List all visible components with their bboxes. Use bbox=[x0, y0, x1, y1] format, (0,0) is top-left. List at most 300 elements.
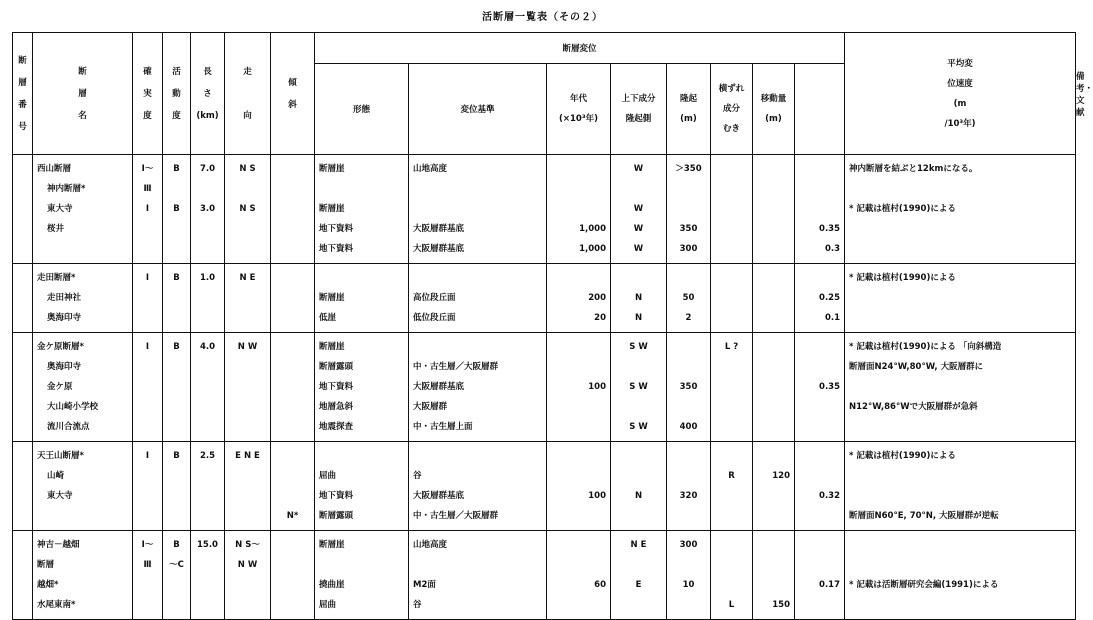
cell-remarks bbox=[845, 333, 1076, 442]
uplift-line: 2 bbox=[685, 313, 692, 323]
header-age: 年代 (×10³年) bbox=[547, 64, 611, 155]
age-line bbox=[547, 268, 606, 288]
table-body bbox=[13, 155, 1076, 620]
cell-length bbox=[191, 264, 225, 333]
basis-line: 大阪層群 bbox=[413, 402, 448, 412]
cell-rate bbox=[795, 442, 845, 531]
names-line: 西山断層 bbox=[37, 164, 72, 174]
rate-line bbox=[795, 337, 840, 357]
updown-line bbox=[611, 268, 666, 288]
uplift-line: 320 bbox=[679, 491, 698, 501]
length-line: 1.0 bbox=[199, 273, 216, 283]
form-line: 断層露頭 bbox=[319, 362, 354, 372]
form-line bbox=[319, 179, 408, 199]
form-line: 屈曲 bbox=[319, 600, 337, 610]
rate-line bbox=[795, 159, 840, 179]
remarks-line: 断層面N60°E, 70°N, 大阪層群が逆転 bbox=[849, 511, 999, 521]
cell-activity bbox=[163, 264, 191, 333]
names-line: 東大寺 bbox=[47, 204, 73, 214]
movement-line bbox=[753, 555, 790, 575]
cell-age bbox=[547, 264, 611, 333]
lateral-line: R bbox=[728, 471, 735, 481]
cell-strike bbox=[225, 155, 271, 264]
rate-line: 0.3 bbox=[824, 244, 841, 254]
length-line: 7.0 bbox=[199, 164, 216, 174]
uplift-line: 400 bbox=[679, 422, 698, 432]
remarks-line: * 記載は植村(1990)による bbox=[849, 273, 956, 283]
cell-rate bbox=[795, 531, 845, 620]
uplift-line bbox=[667, 397, 710, 417]
cell-remarks bbox=[845, 155, 1076, 264]
activity-line: B bbox=[173, 164, 180, 174]
age-line: 1,000 bbox=[579, 244, 606, 254]
age-line bbox=[547, 506, 606, 526]
form-line: 低崖 bbox=[319, 313, 337, 323]
lateral-line bbox=[711, 446, 752, 466]
activity-line: B bbox=[173, 273, 180, 283]
cell-lateral bbox=[711, 264, 753, 333]
certainty-line: I bbox=[145, 204, 150, 214]
age-line: 1,000 bbox=[579, 224, 606, 234]
basis-line: 谷 bbox=[413, 471, 422, 481]
age-line: 200 bbox=[588, 293, 606, 303]
cell-form bbox=[315, 155, 409, 264]
age-line bbox=[547, 555, 606, 575]
lateral-line bbox=[711, 575, 752, 595]
updown-line bbox=[611, 506, 666, 526]
header-dip: 傾 斜 bbox=[271, 33, 315, 155]
uplift-line: 350 bbox=[679, 224, 698, 234]
dip-line bbox=[271, 486, 314, 506]
cell-number bbox=[13, 333, 33, 442]
form-line: 地下資料 bbox=[319, 382, 354, 392]
movement-line: 120 bbox=[772, 471, 790, 481]
header-lateral: 横ずれ 成分 むき bbox=[711, 64, 753, 155]
basis-line: 谷 bbox=[413, 600, 422, 610]
movement-line bbox=[753, 575, 790, 595]
updown-line bbox=[611, 397, 666, 417]
age-line bbox=[547, 535, 606, 555]
uplift-line bbox=[667, 357, 710, 377]
length-line bbox=[191, 179, 224, 199]
header-fault-number: 断 層 番 号 bbox=[13, 33, 33, 155]
activity-line: ～C bbox=[169, 560, 184, 570]
cell-basis bbox=[409, 531, 547, 620]
rate-line bbox=[795, 179, 840, 199]
strike-line: N S bbox=[239, 164, 256, 174]
cell-length bbox=[191, 442, 225, 531]
certainty-line: I bbox=[145, 273, 150, 283]
cell-certainty bbox=[133, 442, 163, 531]
age-line bbox=[547, 357, 606, 377]
active-fault-table bbox=[12, 32, 1093, 620]
age-line bbox=[547, 159, 606, 179]
cell-dip bbox=[271, 442, 315, 531]
basis-line: M2面 bbox=[413, 580, 436, 590]
cell-basis bbox=[409, 264, 547, 333]
cell-dip bbox=[271, 333, 315, 442]
length-line: 3.0 bbox=[199, 204, 216, 214]
rate-line: 0.17 bbox=[819, 580, 841, 590]
table-row bbox=[13, 264, 1076, 333]
table-row bbox=[13, 155, 1076, 264]
rate-line bbox=[795, 555, 840, 575]
names-line: 走田神社 bbox=[47, 293, 82, 303]
cell-form bbox=[315, 264, 409, 333]
cell-number bbox=[13, 264, 33, 333]
rate-line: 0.25 bbox=[819, 293, 841, 303]
updown-line bbox=[611, 179, 666, 199]
remarks-line: * 記載は植村(1990)による bbox=[849, 451, 956, 461]
names-line: 東大寺 bbox=[47, 491, 73, 501]
form-line: 地下資料 bbox=[319, 491, 354, 501]
rate-line bbox=[795, 199, 840, 219]
cell-remarks bbox=[845, 264, 1076, 333]
age-line bbox=[547, 595, 606, 615]
certainty-line: I bbox=[145, 451, 150, 461]
basis-line: 山地高度 bbox=[413, 164, 448, 174]
certainty-line: I～ bbox=[141, 164, 154, 174]
cell-remarks bbox=[845, 442, 1076, 531]
lateral-line: L ? bbox=[724, 342, 739, 352]
header-uplift: 隆起 (m) bbox=[667, 64, 711, 155]
form-line: 地震探査 bbox=[319, 422, 354, 432]
form-line: 断層崖 bbox=[319, 204, 345, 214]
names-line: 金ケ原 bbox=[47, 382, 73, 392]
basis-line: 大阪層群基底 bbox=[413, 382, 465, 392]
updown-line bbox=[611, 555, 666, 575]
age-line: 20 bbox=[594, 313, 606, 323]
basis-line bbox=[413, 268, 546, 288]
cell-length bbox=[191, 333, 225, 442]
updown-line: S W bbox=[629, 422, 648, 432]
dip-line bbox=[271, 446, 314, 466]
names-line: 水尾東南* bbox=[37, 600, 76, 610]
remarks-line bbox=[849, 535, 1075, 555]
form-line: 地下資料 bbox=[319, 224, 354, 234]
updown-line: N bbox=[634, 491, 643, 501]
table-header: 断 層 番 号 断 層 名 確 実 度 活 動 度 長 さ (km) 走 向 傾 斜 断層変位 平均変 位速度 (m /10³年) 備考・文献 形態 変位基準 年代 (×10³年) 上下成分 隆起側 隆起 (m) 横ずれ 成分 むき 移動量 (m) bbox=[13, 33, 1076, 155]
strike-line bbox=[225, 179, 270, 199]
cell-uplift bbox=[667, 155, 711, 264]
uplift-line bbox=[667, 268, 710, 288]
header-rate: 平均変 位速度 (m /10³年) bbox=[845, 33, 1076, 155]
basis-line: 大阪層群基底 bbox=[413, 224, 465, 234]
names-line: 越畑* bbox=[37, 580, 59, 590]
updown-line bbox=[611, 466, 666, 486]
names-line: 断層 bbox=[37, 560, 55, 570]
table-row bbox=[13, 333, 1076, 442]
updown-line: W bbox=[633, 244, 644, 254]
cell-dip bbox=[271, 155, 315, 264]
cell-form bbox=[315, 442, 409, 531]
cell-certainty bbox=[133, 531, 163, 620]
movement-line: 150 bbox=[772, 600, 790, 610]
cell-dip bbox=[271, 264, 315, 333]
strike-line: N E bbox=[239, 273, 256, 283]
cell-uplift bbox=[667, 442, 711, 531]
updown-line bbox=[611, 446, 666, 466]
header-strike: 走 向 bbox=[225, 33, 271, 155]
cell-movement bbox=[753, 442, 795, 531]
header-length: 長 さ (km) bbox=[191, 33, 225, 155]
cell-movement bbox=[753, 264, 795, 333]
header-basis: 変位基準 bbox=[409, 64, 547, 155]
updown-line: N bbox=[634, 313, 643, 323]
cell-activity bbox=[163, 531, 191, 620]
remarks-line bbox=[849, 377, 1075, 397]
basis-line bbox=[413, 555, 546, 575]
cell-uplift bbox=[667, 333, 711, 442]
dip-line: N* bbox=[286, 511, 299, 521]
cell-lateral bbox=[711, 531, 753, 620]
lateral-line: L bbox=[728, 600, 735, 610]
length-line: 15.0 bbox=[197, 540, 218, 550]
cell-activity bbox=[163, 333, 191, 442]
cell-rate bbox=[795, 155, 845, 264]
certainty-line: Ⅲ bbox=[143, 560, 152, 570]
length-line: 2.5 bbox=[199, 451, 216, 461]
cell-updown bbox=[611, 442, 667, 531]
cell-rate bbox=[795, 264, 845, 333]
updown-line: N E bbox=[630, 540, 647, 550]
cell-names bbox=[33, 155, 133, 264]
certainty-line: I bbox=[145, 342, 150, 352]
certainty-line: Ⅲ bbox=[143, 184, 152, 194]
rate-line: 0.35 bbox=[819, 224, 841, 234]
age-line bbox=[547, 417, 606, 437]
names-line: 大山崎小学校 bbox=[47, 402, 99, 412]
updown-line: S W bbox=[629, 382, 648, 392]
cell-updown bbox=[611, 333, 667, 442]
activity-line bbox=[163, 179, 190, 199]
header-displacement: 断層変位 bbox=[315, 33, 845, 64]
lateral-line bbox=[711, 535, 752, 555]
updown-line: W bbox=[633, 164, 644, 174]
age-line: 60 bbox=[594, 580, 606, 590]
basis-line: 中・古生層／大阪層群 bbox=[413, 511, 499, 521]
uplift-line: 350 bbox=[679, 382, 698, 392]
cell-number bbox=[13, 155, 33, 264]
uplift-line: 300 bbox=[679, 540, 698, 550]
remarks-line: 神内断層を結ぶと12kmになる。 bbox=[849, 164, 978, 174]
cell-names bbox=[33, 442, 133, 531]
certainty-line: I～ bbox=[141, 540, 154, 550]
form-line: 断層露頭 bbox=[319, 511, 354, 521]
page-title: 活断層一覧表（その２） bbox=[482, 12, 603, 23]
remarks-line: N12°W,86°Wで大阪層群が急斜 bbox=[849, 402, 978, 412]
cell-lateral bbox=[711, 442, 753, 531]
form-line: 屈曲 bbox=[319, 471, 337, 481]
basis-line: 高位段丘面 bbox=[413, 293, 456, 303]
cell-uplift bbox=[667, 531, 711, 620]
uplift-line bbox=[667, 506, 710, 526]
cell-strike bbox=[225, 264, 271, 333]
remarks-line: * 記載は植村(1990)による bbox=[849, 204, 956, 214]
form-line: 断層崖 bbox=[319, 540, 345, 550]
table-row bbox=[13, 442, 1076, 531]
form-line: 地下資料 bbox=[319, 244, 354, 254]
remarks-line: * 記載は活断層研究会編(1991)による bbox=[849, 580, 999, 590]
form-line: 断層崖 bbox=[319, 164, 345, 174]
movement-line bbox=[753, 535, 790, 555]
cell-number bbox=[13, 442, 33, 531]
names-line: 桜井 bbox=[47, 224, 65, 234]
updown-line bbox=[611, 357, 666, 377]
uplift-line bbox=[667, 337, 710, 357]
cell-length bbox=[191, 531, 225, 620]
cell-uplift bbox=[667, 264, 711, 333]
lateral-line bbox=[711, 555, 752, 575]
age-line bbox=[547, 337, 606, 357]
updown-line bbox=[611, 595, 666, 615]
basis-line bbox=[413, 446, 546, 466]
age-line bbox=[547, 446, 606, 466]
age-line bbox=[547, 397, 606, 417]
names-line: 走田断層* bbox=[37, 273, 76, 283]
remarks-line bbox=[849, 466, 1075, 486]
cell-dip bbox=[271, 531, 315, 620]
cell-age bbox=[547, 333, 611, 442]
header-activity: 活 動 度 bbox=[163, 33, 191, 155]
length-line: 4.0 bbox=[199, 342, 216, 352]
rate-line: 0.1 bbox=[824, 313, 841, 323]
cell-names bbox=[33, 333, 133, 442]
cell-age bbox=[547, 531, 611, 620]
remarks-line bbox=[849, 179, 1075, 199]
remarks-line bbox=[849, 555, 1075, 575]
updown-line: E bbox=[635, 580, 642, 590]
basis-line: 大阪層群基底 bbox=[413, 491, 465, 501]
basis-line bbox=[413, 179, 546, 199]
cell-form bbox=[315, 333, 409, 442]
cell-basis bbox=[409, 442, 547, 531]
form-line: 撓曲崖 bbox=[319, 580, 345, 590]
uplift-line: 300 bbox=[679, 244, 698, 254]
uplift-line: ＞350 bbox=[675, 164, 702, 174]
basis-line bbox=[413, 337, 546, 357]
names-line: 金ケ原断層* bbox=[37, 342, 84, 352]
cell-lateral bbox=[711, 155, 753, 264]
cell-updown bbox=[611, 155, 667, 264]
rate-line bbox=[795, 446, 840, 466]
names-line: 天王山断層* bbox=[37, 451, 84, 461]
cell-movement bbox=[753, 333, 795, 442]
cell-certainty bbox=[133, 264, 163, 333]
movement-line bbox=[753, 446, 790, 466]
activity-line: B bbox=[173, 204, 180, 214]
names-line: 奥海印寺 bbox=[47, 362, 82, 372]
cell-lateral bbox=[711, 333, 753, 442]
names-line: 神吉－越畑 bbox=[37, 540, 80, 550]
rate-line: 0.35 bbox=[819, 382, 841, 392]
header-updown: 上下成分 隆起側 bbox=[611, 64, 667, 155]
strike-line: N W bbox=[237, 560, 258, 570]
table-row bbox=[13, 531, 1076, 620]
activity-line: B bbox=[173, 451, 180, 461]
age-line bbox=[547, 466, 606, 486]
cell-activity bbox=[163, 155, 191, 264]
updown-line: W bbox=[633, 204, 644, 214]
cell-basis bbox=[409, 155, 547, 264]
remarks-line: 断層面N24°W,80°W, 大阪層群に bbox=[849, 362, 984, 372]
basis-line: 山地高度 bbox=[413, 540, 448, 550]
names-line: 山崎 bbox=[47, 471, 65, 481]
strike-line: N S～ bbox=[235, 540, 260, 550]
remarks-line: * 記載は植村(1990)による 「向斜構造 bbox=[849, 342, 1002, 352]
cell-strike bbox=[225, 333, 271, 442]
uplift-line: 50 bbox=[682, 293, 695, 303]
cell-remarks bbox=[845, 531, 1076, 620]
cell-updown bbox=[611, 531, 667, 620]
cell-form bbox=[315, 531, 409, 620]
basis-line: 大阪層群基底 bbox=[413, 244, 465, 254]
names-line: 神内断層* bbox=[47, 184, 86, 194]
uplift-line bbox=[667, 595, 710, 615]
uplift-line bbox=[667, 179, 710, 199]
uplift-line bbox=[667, 199, 710, 219]
cell-length bbox=[191, 155, 225, 264]
form-line bbox=[319, 268, 408, 288]
cell-activity bbox=[163, 442, 191, 531]
cell-names bbox=[33, 531, 133, 620]
age-line bbox=[547, 199, 606, 219]
strike-line: N W bbox=[237, 342, 258, 352]
cell-age bbox=[547, 155, 611, 264]
age-line: 100 bbox=[588, 382, 606, 392]
header-fault-name: 断 層 名 bbox=[33, 33, 133, 155]
form-line bbox=[319, 446, 408, 466]
cell-age bbox=[547, 442, 611, 531]
cell-strike bbox=[225, 531, 271, 620]
cell-movement bbox=[753, 531, 795, 620]
uplift-line bbox=[667, 446, 710, 466]
updown-line: W bbox=[633, 224, 644, 234]
names-line: 流川合流点 bbox=[47, 422, 90, 432]
basis-line bbox=[413, 199, 546, 219]
updown-line: N bbox=[634, 293, 643, 303]
form-line: 断層崖 bbox=[319, 293, 345, 303]
rate-line bbox=[795, 268, 840, 288]
rate-line: 0.32 bbox=[819, 491, 841, 501]
header-movement: 移動量 (m) bbox=[753, 64, 795, 155]
cell-rate bbox=[795, 333, 845, 442]
age-line bbox=[547, 179, 606, 199]
names-line: 奥海印寺 bbox=[47, 313, 82, 323]
remarks-line bbox=[849, 486, 1075, 506]
uplift-line bbox=[667, 466, 710, 486]
header-form: 形態 bbox=[315, 64, 409, 155]
form-line: 断層崖 bbox=[319, 342, 345, 352]
header-certainty: 確 実 度 bbox=[133, 33, 163, 155]
strike-line: E N E bbox=[235, 451, 260, 461]
cell-number bbox=[13, 531, 33, 620]
form-line: 地層急斜 bbox=[319, 402, 354, 412]
strike-line: N S bbox=[239, 204, 256, 214]
cell-certainty bbox=[133, 333, 163, 442]
rate-line bbox=[795, 466, 840, 486]
basis-line: 低位段丘面 bbox=[413, 313, 456, 323]
cell-updown bbox=[611, 264, 667, 333]
uplift-line bbox=[667, 555, 710, 575]
cell-names bbox=[33, 264, 133, 333]
rate-line bbox=[795, 535, 840, 555]
cell-certainty bbox=[133, 155, 163, 264]
dip-line bbox=[271, 466, 314, 486]
updown-line: S W bbox=[629, 342, 648, 352]
uplift-line: 10 bbox=[682, 580, 695, 590]
cell-strike bbox=[225, 442, 271, 531]
